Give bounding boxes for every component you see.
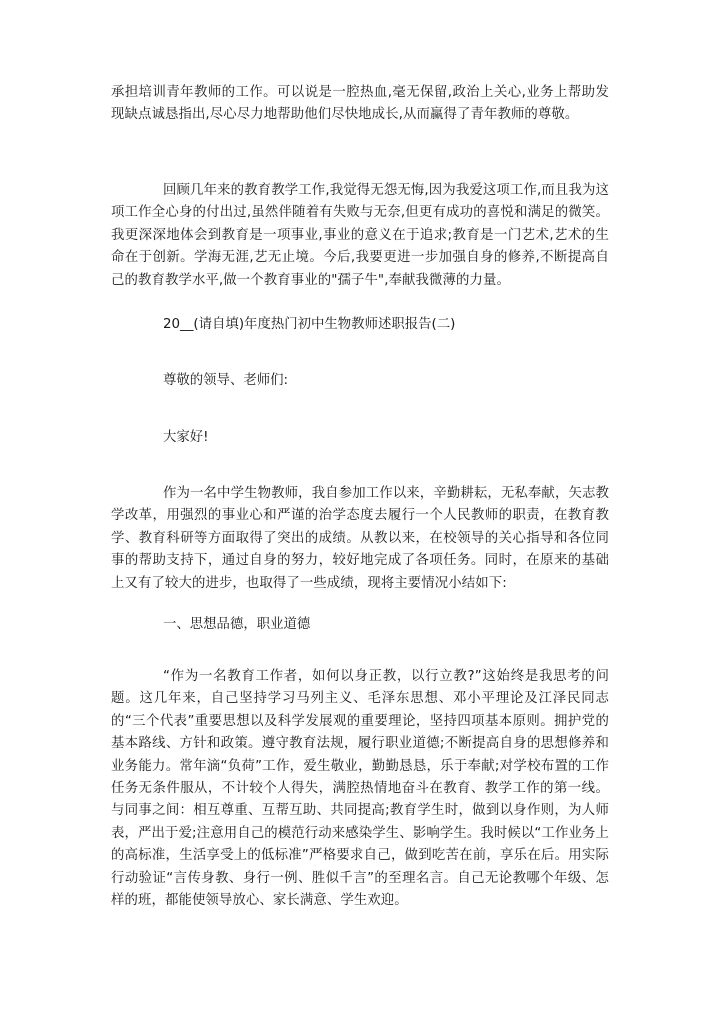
section-heading-ethics: 一、思想品德，职业道德 <box>163 617 311 632</box>
paragraph-intro: 承担培训青年教师的工作。可以说是一腔热血,毫无保留,政治上关心,业务上帮助发现缺点诚恳指出,尽心尽力地帮助他们尽快地成长,从而赢得了青年教师的尊敬。 <box>111 85 609 123</box>
paragraph-ethics: “作为一名教育工作者，如何以身正教，以行立教?”这始终是我思考的问题。这几年来，自己坚持学习马列主义、毛泽东思想、邓小平理论及江泽民同志的“三个代表”重要思想以及科学发展观的重要理论，坚持四项基本原则。拥护党的基本路线、方针和政策。遵守教育法规，履行职业道德;不断提高自身的思想修养和业务能力。常年滴“负荷”工作，爱生敬业，勤勤恳恳，乐于奉献;对学校布置的工作任务无条件服从，不计较个人得失，满腔热情地奋斗在教育、教学工作的第一线。与同事之间：相互尊重、互帮互助、共同提高;教育学生时，做到以身作则，为人师表，严出于爱;注意用自己的模范行动来感染学生、影响学生。我时候以“工作业务上的高标准，生活享受上的低标准”严格要求自己，做到吃苦在前，享乐在后。用实际行动验证“言传身教、身行一例、胜似千言”的至理名言。自己无论教哪个年级、怎样的班，都能使领导放心、家长满意、学生欢迎。 <box>111 669 609 909</box>
paragraph-review: 回顾几年来的教育教学工作,我觉得无怨无悔,因为我爱这项工作,而且我为这项工作全心身的付出过,虽然伴随着有失败与无奈,但更有成功的喜悦和满足的微笑。我更深深地体会到教育是一项事业,事业的意义在于追求;教育是一门艺术,艺术的生命在于创新。学海无涯,艺无止境。今后,我要更进一步加强自身的修养,不断提高自己的教育教学水平,做一个教育事业的"孺子牛",奉献我微薄的力量。 <box>111 183 609 288</box>
greeting: 大家好! <box>163 430 209 445</box>
salutation: 尊敬的领导、老师们: <box>163 373 289 388</box>
paragraph-introduction: 作为一名中学生物教师，我自参加工作以来，辛勤耕耘，无私奉献，矢志教学改革，用强烈的事业心和严谨的治学态度去履行一个人民教师的职责，在教育教学、教育科研等方面取得了突出的成绩。从教以来，在校领导的关心指导和各位同事的帮助支持下，通过自身的努力，较好地完成了各项任务。同时，在原来的基础上又有了较大的进步，也取得了一些成绩，现将主要情况小结如下: <box>111 486 609 591</box>
report-title: 20__(请自填)年度热门初中生物教师述职报告(二) <box>163 317 456 332</box>
